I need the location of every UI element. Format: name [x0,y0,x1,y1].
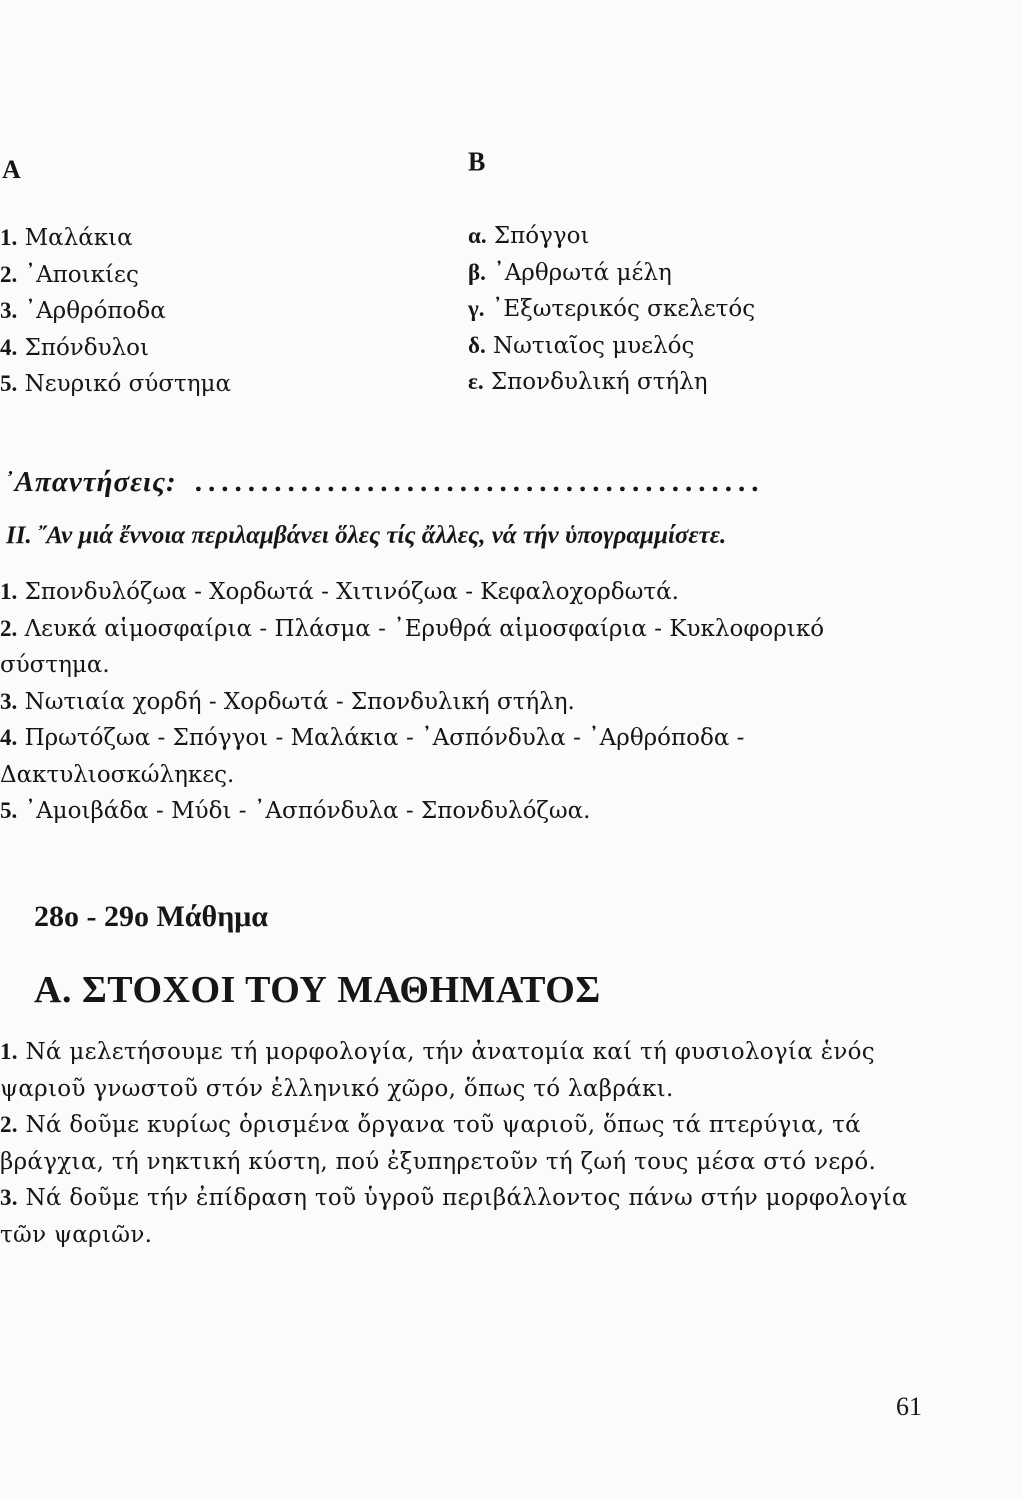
column-b-list [468,218,755,401]
item-number: 5. [0,798,18,823]
exercise-item [0,793,930,830]
column-a-item [0,257,231,294]
lesson-title: 28ο - 29ο Μάθημα [34,900,268,933]
goal-item [0,1180,930,1253]
item-text: Μαλάκια [24,225,133,251]
exercise-item [0,611,930,684]
item-number: 2. [0,615,18,641]
item-letter: δ. [468,332,486,358]
item-letter: ε. [468,369,484,394]
item-text: Σπόνδυλοι [24,334,150,361]
item-text: ᾿Αμοιβάδα - Μύδι - ᾿Ασπόνδυλα - Σπονδυλόζωα. [24,798,591,824]
column-a-item [0,366,231,403]
item-text: Σπόγγοι [493,223,590,249]
goals-heading: Α. ΣΤΟΧΟΙ ΤΟΥ ΜΑΘΗΜΑΤΟΣ [34,969,601,1011]
column-b-item [468,291,755,328]
page-number: 61 [896,1392,922,1421]
item-text: Σπονδυλόζωα - Χορδωτά - Χιτινόζωα - Κεφαλοχορδωτά. [24,579,679,605]
item-text: Νωτιαῖος μυελός [493,332,695,359]
item-text: Σπονδυλική στήλη [490,369,708,395]
column-b-item [468,328,755,365]
item-text: ᾿Αρθρόποδα [24,298,166,324]
answers-line [4,466,924,499]
column-a-header: Α [2,155,21,184]
column-b-header: Β [468,147,486,176]
item-number: 1. [0,1039,18,1064]
item-number: 3. [0,298,18,323]
exercise-item [0,574,930,611]
item-number: 1. [0,225,18,250]
item-letter: α. [468,223,487,248]
item-text: Νευρικό σύστημα [24,371,232,397]
item-letter: γ. [468,296,485,321]
item-number: 2. [0,1112,18,1137]
goal-item [0,1034,930,1107]
goals-list [0,1034,930,1253]
item-number: 2. [0,261,18,287]
column-a-item [0,293,231,330]
column-b-item [468,218,755,255]
column-a-item [0,330,231,367]
item-number: 3. [0,1185,18,1210]
item-text: Λευκά αἱμοσφαίρια - Πλάσμα - ᾿Ερυθρά αἱμοσφαίρια - Κυκλοφορικό σύστημα. [0,615,825,678]
item-letter: β. [468,259,486,285]
answers-label: ᾿Απαντήσεις: [4,466,177,498]
item-number: 5. [0,371,18,396]
item-text: ᾿Αποικίες [24,261,139,288]
item-number: 4. [0,725,18,750]
column-b-item [468,364,755,401]
item-text: Νά δοῦμε κυρίως ὁρισμένα ὄργανα τοῦ ψαριοῦ, ὅπως τά πτερύγια, τά βράγχια, τή νηκτική κύστη, πού ἐξυπηρετοῦν τή ζωή τους μέσα στό νερό. [0,1112,877,1175]
goal-item [0,1107,930,1180]
exercise-item [0,684,930,721]
column-b-item [468,255,755,292]
item-text: ᾿Αρθρωτά μέλη [493,259,672,286]
item-text: Πρωτόζωα - Σπόγγοι - Μαλάκια - ᾿Ασπόνδυλα - ᾿Αρθρόποδα - Δακτυλιοσκώληκες. [0,725,745,788]
section-2-list [0,574,930,830]
item-text: Νωτιαία χορδή - Χορδωτά - Σπονδυλική στήλη. [24,688,575,715]
exercise-item [0,720,930,793]
section-2-title: ΙΙ. ῎Αν μιά ἔννοια περιλαμβάνει ὅλες τίς ἄλλες, νά τήν ὑπογραμμίσετε. [6,522,727,549]
item-text: ᾿Εξωτερικός σκελετός [491,296,756,322]
item-text: Νά μελετήσουμε τή μορφολογία, τήν ἀνατομία καί τή φυσιολογία ἑνός ψαριοῦ γνωστοῦ στόν ἑλληνικό χῶρο, ὅπως τό λαβράκι. [0,1039,875,1102]
item-number: 3. [0,688,18,714]
item-number: 1. [0,579,18,604]
item-number: 4. [0,334,18,360]
answer-blank: ........................................... [194,466,765,498]
column-a-item [0,220,231,257]
column-a-list [0,220,231,403]
item-text: Νά δοῦμε τήν ἐπίδραση τοῦ ὑγροῦ περιβάλλοντος πάνω στήν μορφολογία τῶν ψαριῶν. [0,1185,908,1248]
